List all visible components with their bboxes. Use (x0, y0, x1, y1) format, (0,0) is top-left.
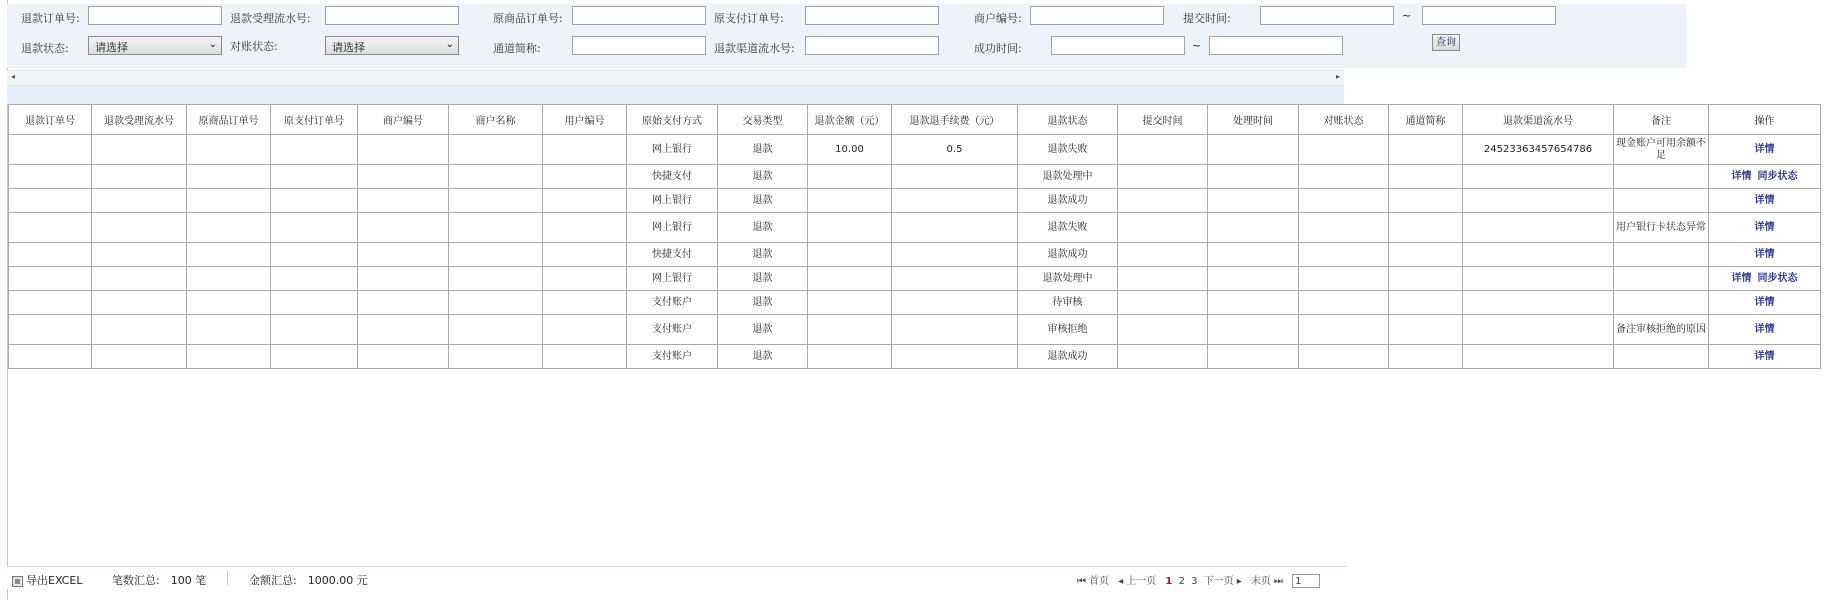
success-time-to-input[interactable] (1209, 36, 1343, 55)
orig-goods-order-no-input[interactable] (572, 6, 706, 25)
detail-link[interactable]: 详情 (1754, 350, 1775, 362)
table-cell-txn-type: 退款 (718, 315, 808, 345)
table-row (9, 165, 1821, 189)
refund-status-select[interactable] (88, 36, 222, 55)
table-cell (1118, 165, 1208, 189)
table-cell (358, 315, 449, 345)
orig-pay-order-no-input[interactable] (805, 6, 939, 25)
column-header: 提交时间 (1118, 105, 1208, 135)
pagination (1077, 572, 1323, 588)
table-cell-txn-type: 退款 (718, 213, 808, 243)
table-cell (92, 189, 187, 213)
orig-pay-order-no-label: 原支付订单号: (714, 12, 784, 25)
table-cell (9, 135, 92, 165)
table-cell-channel-serial (1463, 315, 1614, 345)
refund-order-no-input[interactable] (88, 6, 222, 25)
table-row (9, 213, 1821, 243)
table-cell-txn-type: 退款 (718, 243, 808, 267)
column-header: 退款退手续费（元） (892, 105, 1018, 135)
table-cell-fee (892, 165, 1018, 189)
table-cell-txn-type: 退款 (718, 189, 808, 213)
footer-divider (227, 571, 228, 585)
table-cell-channel-serial (1463, 213, 1614, 243)
success-time-label: 成功时间: (974, 42, 1022, 55)
next-page-label: 下一页 (1203, 576, 1234, 587)
last-page-label: 末页 (1250, 576, 1271, 587)
table-cell (449, 165, 543, 189)
table-cell-amount: 10.00 (808, 135, 892, 165)
table-cell (92, 165, 187, 189)
table-cell-pay-method: 网上银行 (627, 267, 718, 291)
merchant-no-label: 商户编号: (974, 12, 1022, 25)
chevron-down-icon: ⌄ (208, 39, 217, 50)
column-header: 退款订单号 (9, 105, 92, 135)
table-cell-txn-type: 退款 (718, 135, 808, 165)
detail-link[interactable]: 详情 (1754, 296, 1775, 308)
footer-bar (7, 566, 1347, 589)
column-header: 对账状态 (1299, 105, 1389, 135)
table-cell (9, 345, 92, 369)
table-cell (187, 243, 271, 267)
table-cell (1118, 189, 1208, 213)
table-row (9, 135, 1821, 165)
page-link-3[interactable]: 3 (1191, 576, 1198, 587)
table-cell (92, 315, 187, 345)
detail-link[interactable]: 详情 (1731, 170, 1752, 182)
table-cell (449, 189, 543, 213)
table-toolbar-band (7, 86, 1344, 105)
table-cell-fee (892, 267, 1018, 291)
table-cell-status: 退款失败 (1018, 135, 1118, 165)
sync-status-link[interactable]: 同步状态 (1757, 272, 1798, 284)
column-header: 交易类型 (718, 105, 808, 135)
table-cell (9, 315, 92, 345)
horizontal-scrollbar[interactable] (7, 70, 1344, 86)
table-cell (271, 165, 358, 189)
detail-link[interactable]: 详情 (1731, 272, 1752, 284)
refund-channel-serial-label: 退款渠道流水号: (714, 42, 795, 55)
excel-icon (12, 576, 23, 587)
table-cell (1118, 135, 1208, 165)
column-header: 退款渠道流水号 (1463, 105, 1614, 135)
detail-link[interactable]: 详情 (1754, 221, 1775, 233)
table-cell-txn-type: 退款 (718, 267, 808, 291)
table-cell (1389, 165, 1463, 189)
table-cell (1389, 135, 1463, 165)
prev-page-label: 上一页 (1126, 576, 1157, 587)
table-cell (543, 243, 627, 267)
table-cell-fee (892, 315, 1018, 345)
table-cell-pay-method: 支付账户 (627, 291, 718, 315)
column-header: 备注 (1614, 105, 1709, 135)
table-cell-fee (892, 291, 1018, 315)
table-cell (271, 189, 358, 213)
table-cell-channel-serial (1463, 291, 1614, 315)
next-page-button[interactable] (1204, 576, 1245, 587)
column-header: 商户名称 (449, 105, 543, 135)
table-cell-fee: 0.5 (892, 135, 1018, 165)
table-cell-status: 审核拒绝 (1018, 315, 1118, 345)
prev-page-button[interactable] (1118, 576, 1159, 587)
table-cell (449, 315, 543, 345)
table-cell (1208, 345, 1299, 369)
table-cell (1299, 243, 1389, 267)
table-cell-remark: 备注审核拒绝的原因 (1614, 315, 1709, 345)
table-cell (1299, 345, 1389, 369)
table-cell (187, 213, 271, 243)
table-cell (187, 345, 271, 369)
table-cell (543, 135, 627, 165)
table-row (9, 267, 1821, 291)
table-cell (1208, 315, 1299, 345)
column-header: 退款状态 (1018, 105, 1118, 135)
table-cell (1299, 267, 1389, 291)
table-cell-fee (892, 345, 1018, 369)
table-cell-remark (1614, 267, 1709, 291)
table-row (9, 189, 1821, 213)
refund-serial-no-input[interactable] (325, 6, 459, 25)
first-page-icon: ⏮ (1077, 576, 1086, 587)
table-cell-fee (892, 213, 1018, 243)
table-cell-amount (808, 243, 892, 267)
chevron-down-icon: ⌄ (445, 39, 454, 50)
table-cell (1208, 291, 1299, 315)
table-cell-amount (808, 291, 892, 315)
table-cell (9, 165, 92, 189)
refund-order-no-label: 退款订单号: (21, 12, 80, 25)
table-cell-remark (1614, 189, 1709, 213)
recon-status-selected: 请选择 (332, 41, 365, 54)
first-page-label: 首页 (1089, 576, 1109, 587)
submit-time-to-input[interactable] (1422, 6, 1556, 25)
table-cell (1389, 267, 1463, 291)
table-cell (449, 243, 543, 267)
query-button[interactable]: 查询 (1432, 34, 1460, 51)
refund-status-label: 退款状态: (21, 42, 69, 55)
table-cell-pay-method: 快捷支付 (627, 165, 718, 189)
table-cell (187, 189, 271, 213)
table-cell (9, 267, 92, 291)
table-cell (1118, 243, 1208, 267)
table-cell (543, 165, 627, 189)
table-cell-remark: 用户银行卡状态异常 (1614, 213, 1709, 243)
table-cell (543, 291, 627, 315)
table-cell-pay-method: 网上银行 (627, 189, 718, 213)
refund-table (8, 104, 1821, 369)
table-cell (1389, 315, 1463, 345)
table-cell (1208, 267, 1299, 291)
table-cell (1299, 135, 1389, 165)
table-cell (1389, 291, 1463, 315)
actions-cell (1709, 291, 1821, 315)
table-cell (543, 315, 627, 345)
column-header: 原支付订单号 (271, 105, 358, 135)
count-summary: 笔数汇总: 100 笔 (112, 574, 207, 587)
channel-abbr-input[interactable] (572, 36, 706, 55)
actions-cell (1709, 213, 1821, 243)
table-cell (92, 291, 187, 315)
table-cell (92, 135, 187, 165)
column-header: 原始支付方式 (627, 105, 718, 135)
recon-status-select[interactable] (325, 36, 459, 55)
table-cell (358, 165, 449, 189)
table-cell (1118, 291, 1208, 315)
table-cell (271, 291, 358, 315)
table-cell-status: 退款处理中 (1018, 165, 1118, 189)
table-cell-status: 退款成功 (1018, 345, 1118, 369)
table-cell (358, 345, 449, 369)
table-cell (1118, 315, 1208, 345)
table-cell-pay-method: 支付账户 (627, 315, 718, 345)
actions-cell (1709, 315, 1821, 345)
table-cell (1208, 243, 1299, 267)
scroll-right-icon[interactable]: ▸ (1335, 72, 1340, 81)
table-cell (271, 267, 358, 291)
table-cell (9, 243, 92, 267)
detail-link[interactable]: 详情 (1754, 248, 1775, 260)
table-cell (1118, 213, 1208, 243)
actions-cell (1709, 165, 1821, 189)
export-excel-label: 导出EXCEL (26, 574, 83, 587)
actions-cell (1709, 267, 1821, 291)
table-row (9, 291, 1821, 315)
table-cell (358, 243, 449, 267)
column-header: 处理时间 (1208, 105, 1299, 135)
table-cell (92, 267, 187, 291)
table-cell-status: 待审核 (1018, 291, 1118, 315)
table-row (9, 315, 1821, 345)
detail-link[interactable]: 详情 (1754, 194, 1775, 206)
table-cell (1389, 213, 1463, 243)
table-cell-remark (1614, 165, 1709, 189)
table-cell (358, 291, 449, 315)
prev-page-icon: ◂ (1118, 576, 1124, 587)
table-cell (1208, 213, 1299, 243)
submit-time-from-input[interactable] (1260, 6, 1394, 25)
table-cell (543, 267, 627, 291)
last-page-button[interactable] (1251, 576, 1286, 587)
actions-cell (1709, 189, 1821, 213)
table-cell-channel-serial (1463, 267, 1614, 291)
refund-channel-serial-input[interactable] (805, 36, 939, 55)
sync-status-link[interactable]: 同步状态 (1757, 170, 1798, 182)
refund-status-selected: 请选择 (95, 41, 128, 54)
table-cell (1299, 291, 1389, 315)
scroll-left-icon[interactable]: ◂ (11, 72, 16, 81)
table-cell-fee (892, 189, 1018, 213)
table-cell-channel-serial (1463, 165, 1614, 189)
table-cell-pay-method: 网上银行 (627, 135, 718, 165)
refund-serial-no-label: 退款受理流水号: (230, 12, 311, 25)
table-cell (1299, 315, 1389, 345)
table-cell (271, 315, 358, 345)
submit-time-label: 提交时间: (1183, 12, 1231, 25)
table-cell (187, 315, 271, 345)
table-cell-channel-serial: 24523363457654786 (1463, 135, 1614, 165)
table-cell (271, 135, 358, 165)
column-header: 退款受理流水号 (92, 105, 187, 135)
table-cell (358, 189, 449, 213)
table-cell-status: 退款失败 (1018, 213, 1118, 243)
actions-cell (1709, 345, 1821, 369)
table-cell-channel-serial (1463, 189, 1614, 213)
table-cell-pay-method: 网上银行 (627, 213, 718, 243)
recon-status-label: 对账状态: (230, 40, 278, 53)
table-cell (187, 291, 271, 315)
success-time-separator: ~ (1192, 39, 1202, 52)
column-header: 原商品订单号 (187, 105, 271, 135)
table-row (9, 243, 1821, 267)
table-cell (449, 135, 543, 165)
table-cell-status: 退款处理中 (1018, 267, 1118, 291)
column-header: 商户编号 (358, 105, 449, 135)
table-cell (1389, 345, 1463, 369)
table-cell-remark (1614, 345, 1709, 369)
table-cell (92, 243, 187, 267)
table-cell (543, 213, 627, 243)
table-cell-pay-method: 快捷支付 (627, 243, 718, 267)
detail-link[interactable]: 详情 (1754, 143, 1775, 155)
table-cell-txn-type: 退款 (718, 345, 808, 369)
table-cell (187, 135, 271, 165)
table-cell (187, 267, 271, 291)
table-header-row (9, 105, 1821, 135)
table-cell (92, 345, 187, 369)
table-cell-pay-method: 支付账户 (627, 345, 718, 369)
table-cell (543, 189, 627, 213)
table-cell-status: 退款成功 (1018, 243, 1118, 267)
table-cell (187, 165, 271, 189)
next-page-icon: ▸ (1236, 576, 1242, 587)
table-cell (358, 135, 449, 165)
table-cell (543, 345, 627, 369)
actions-cell (1709, 243, 1821, 267)
table-cell-status: 退款成功 (1018, 189, 1118, 213)
table-cell (1118, 267, 1208, 291)
table-cell (9, 213, 92, 243)
table-cell (1208, 135, 1299, 165)
column-header: 操作 (1709, 105, 1821, 135)
table-cell (449, 267, 543, 291)
table-cell (1299, 213, 1389, 243)
table-cell-remark: 现金账户可用余额不足 (1614, 135, 1709, 165)
detail-link[interactable]: 详情 (1754, 323, 1775, 335)
table-cell-amount (808, 315, 892, 345)
actions-cell (1709, 135, 1821, 165)
channel-abbr-label: 通道简称: (493, 42, 541, 55)
first-page-button[interactable] (1077, 576, 1112, 587)
table-cell (271, 243, 358, 267)
column-header: 退款金额（元） (808, 105, 892, 135)
table-cell (1208, 165, 1299, 189)
table-cell (271, 213, 358, 243)
column-header: 通道简称 (1389, 105, 1463, 135)
table-cell-fee (892, 243, 1018, 267)
table-cell-amount (808, 189, 892, 213)
table-cell (358, 267, 449, 291)
page-link-2[interactable]: 2 (1178, 576, 1185, 587)
table-cell (1118, 345, 1208, 369)
submit-time-separator: ~ (1402, 9, 1412, 22)
merchant-no-input[interactable] (1030, 6, 1164, 25)
table-cell (1389, 189, 1463, 213)
table-cell (1208, 189, 1299, 213)
table-cell (1299, 165, 1389, 189)
table-cell (449, 213, 543, 243)
column-header: 用户编号 (543, 105, 627, 135)
table-cell-amount (808, 165, 892, 189)
table-cell (358, 213, 449, 243)
page-jump-input[interactable]: 1 (1292, 574, 1320, 588)
table-cell-txn-type: 退款 (718, 291, 808, 315)
table-cell-amount (808, 345, 892, 369)
table-cell (271, 345, 358, 369)
table-cell (1299, 189, 1389, 213)
table-cell (449, 345, 543, 369)
last-page-icon: ⏭ (1273, 576, 1283, 587)
table-cell-remark (1614, 291, 1709, 315)
amount-summary: 金额汇总: 1000.00 元 (249, 574, 368, 587)
table-cell (449, 291, 543, 315)
table-cell (9, 291, 92, 315)
table-cell-amount (808, 213, 892, 243)
table-row (9, 345, 1821, 369)
table-cell (92, 213, 187, 243)
success-time-from-input[interactable] (1051, 36, 1185, 55)
table-cell-channel-serial (1463, 345, 1614, 369)
table-cell-remark (1614, 243, 1709, 267)
orig-goods-order-no-label: 原商品订单号: (493, 12, 563, 25)
export-excel-button[interactable] (12, 572, 82, 588)
table-cell-channel-serial (1463, 243, 1614, 267)
table-cell (1389, 243, 1463, 267)
table-cell-amount (808, 267, 892, 291)
table-cell (9, 189, 92, 213)
page-link-1[interactable]: 1 (1165, 576, 1173, 587)
table-cell-txn-type: 退款 (718, 165, 808, 189)
